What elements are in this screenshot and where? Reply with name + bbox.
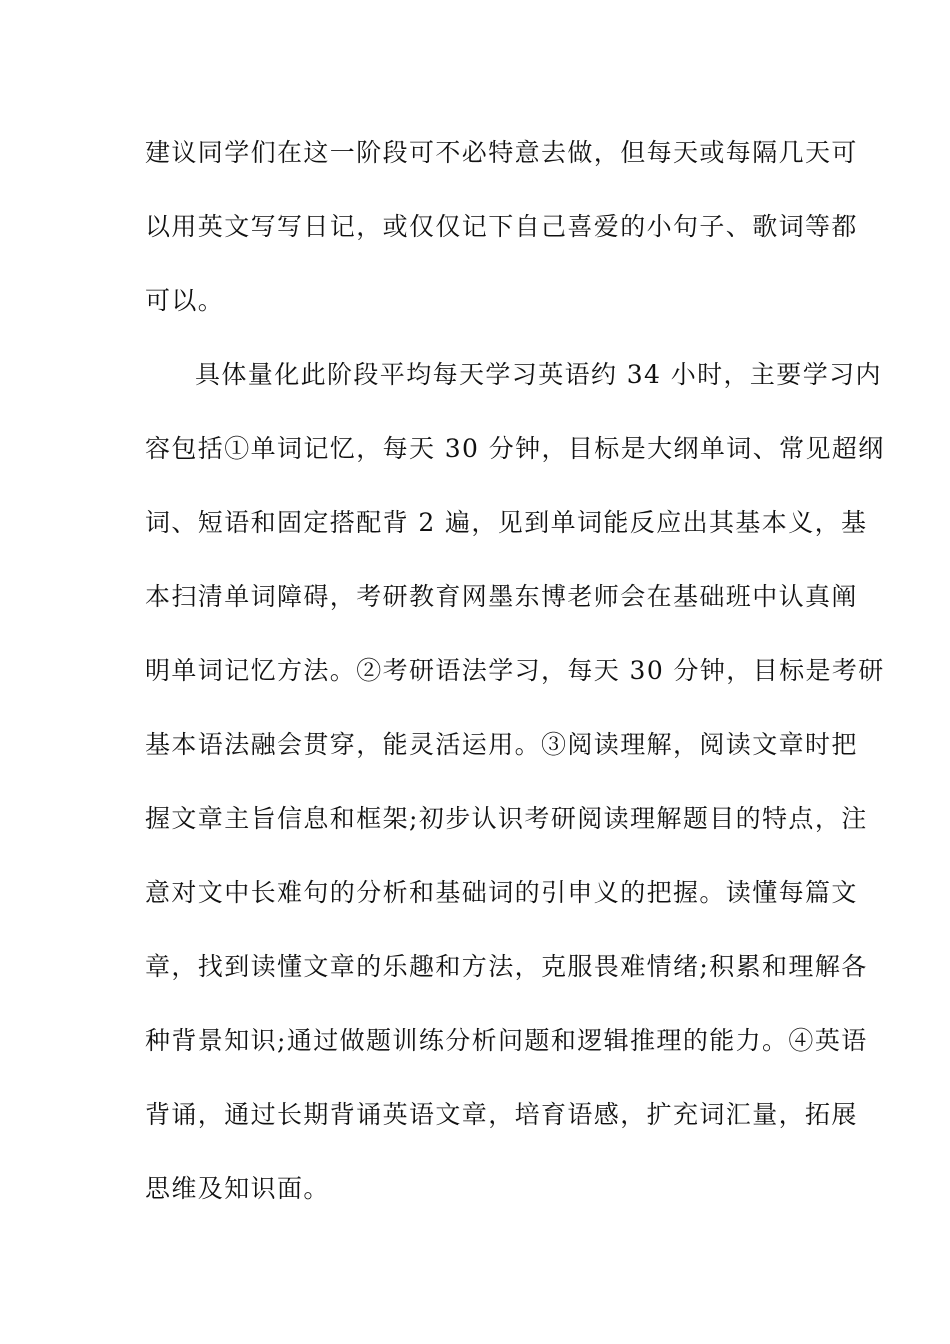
paragraph-2-line-9: 章，找到读懂文章的乐趣和方法，克服畏难情绪;积累和理解各: [145, 952, 868, 981]
paragraph-2-line-1: 具体量化此阶段平均每天学习英语约 34 小时，主要学习内: [195, 360, 882, 389]
paragraph-1-line-3: 可以。: [145, 286, 225, 315]
paragraph-2-line-2: 容包括①单词记忆，每天 30 分钟，目标是大纲单词、常见超纲: [145, 434, 885, 463]
paragraph-1-line-1: 建议同学们在这一阶段可不必特意去做，但每天或每隔几天可: [145, 138, 858, 167]
paragraph-2-line-4: 本扫清单词障碍，考研教育网墨东博老师会在基础班中认真阐: [145, 582, 858, 611]
paragraph-2-line-5: 明单词记忆方法。②考研语法学习，每天 30 分钟，目标是考研: [145, 656, 885, 685]
paragraph-2-line-6: 基本语法融会贯穿，能灵活运用。③阅读理解，阅读文章时把: [145, 730, 858, 759]
paragraph-2-line-7: 握文章主旨信息和框架;初步认识考研阅读理解题目的特点，注: [145, 804, 868, 833]
paragraph-1-line-2: 以用英文写写日记，或仅仅记下自己喜爱的小句子、歌词等都: [145, 212, 858, 241]
paragraph-2-line-8: 意对文中长难句的分析和基础词的引申义的把握。读懂每篇文: [145, 878, 858, 907]
paragraph-2-line-12: 思维及知识面。: [145, 1174, 330, 1203]
paragraph-2-line-10: 种背景知识;通过做题训练分析问题和逻辑推理的能力。④英语: [145, 1026, 868, 1055]
paragraph-2-line-11: 背诵，通过长期背诵英语文章，培育语感，扩充词汇量，拓展: [145, 1100, 858, 1129]
paragraph-2-line-3: 词、短语和固定搭配背 2 遍，见到单词能反应出其基本义，基: [145, 508, 868, 537]
